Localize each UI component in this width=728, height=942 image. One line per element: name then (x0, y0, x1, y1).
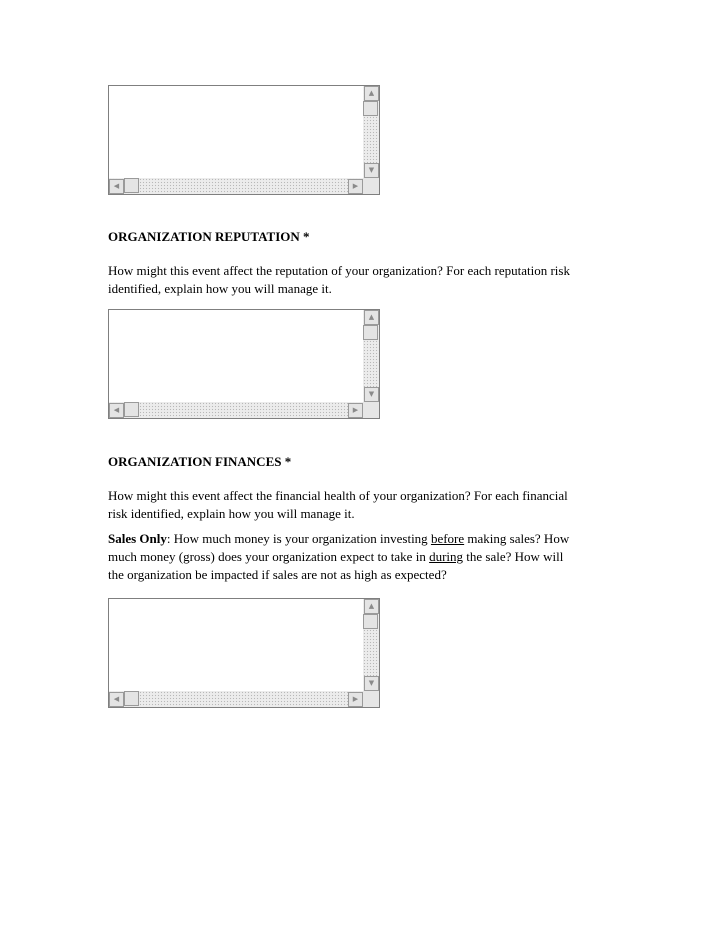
sales-only-note (108, 530, 628, 584)
finances-heading: ORGANIZATION FINANCES * (108, 454, 292, 469)
scroll-down-icon[interactable]: ▼ (364, 387, 379, 402)
horizontal-scroll-thumb[interactable] (124, 691, 139, 706)
vertical-scrollbar[interactable] (363, 86, 379, 178)
text-area-input[interactable] (109, 599, 363, 691)
reputation-question (108, 262, 628, 298)
sales-line-1-underlined: before (430, 531, 465, 546)
sales-line-2-b: the sale? How will (463, 549, 564, 564)
text-area-input[interactable] (109, 310, 363, 402)
reputation-question-line-2: identified, explain how you will manage it. (108, 281, 332, 296)
scrollbar-corner (363, 691, 379, 707)
vertical-scroll-thumb[interactable] (363, 614, 378, 629)
scroll-left-icon[interactable]: ◀ (109, 179, 124, 194)
horizontal-scrollbar[interactable] (109, 178, 363, 194)
sales-line-2-a: much money (gross) does your organization expect to take in (108, 549, 430, 564)
scroll-right-icon[interactable]: ▶ (348, 179, 363, 194)
horizontal-scroll-thumb[interactable] (124, 402, 139, 417)
scrollbar-corner (363, 402, 379, 418)
sales-line-3: the organization be impacted if sales are not as high as expected? (108, 567, 447, 582)
scroll-up-icon[interactable]: ▲ (364, 86, 379, 101)
vertical-scroll-thumb[interactable] (363, 101, 378, 116)
sales-line-2-underlined: during (429, 549, 464, 564)
finances-question (108, 487, 628, 523)
reputation-heading: ORGANIZATION REPUTATION * (108, 229, 310, 244)
horizontal-scrollbar[interactable] (109, 691, 363, 707)
finances-question-line-1: How might this event affect the financial health of your organization? For each financial (108, 488, 568, 503)
answer-textarea-2[interactable] (108, 309, 380, 419)
vertical-scrollbar[interactable] (363, 599, 379, 691)
finances-question-line-2: risk identified, explain how you will manage it. (108, 506, 355, 521)
reputation-question-line-1: How might this event affect the reputation of your organization? For each reputation risk (108, 263, 570, 278)
horizontal-scroll-thumb[interactable] (124, 178, 139, 193)
horizontal-scrollbar[interactable] (109, 402, 363, 418)
scroll-left-icon[interactable]: ◀ (109, 403, 124, 418)
sales-line-1-a: : How much money is your organization investing (166, 531, 431, 546)
sales-only-label: Sales Only (108, 531, 167, 546)
answer-textarea-3[interactable] (108, 598, 380, 708)
sales-line-1-b: making sales? How (464, 531, 570, 546)
vertical-scrollbar[interactable] (363, 310, 379, 402)
scroll-down-icon[interactable]: ▼ (364, 676, 379, 691)
scrollbar-corner (363, 178, 379, 194)
answer-textarea-1[interactable] (108, 85, 380, 195)
scroll-right-icon[interactable]: ▶ (348, 403, 363, 418)
scroll-down-icon[interactable]: ▼ (364, 163, 379, 178)
scroll-up-icon[interactable]: ▲ (364, 599, 379, 614)
scroll-right-icon[interactable]: ▶ (348, 692, 363, 707)
text-area-input[interactable] (109, 86, 363, 178)
scroll-left-icon[interactable]: ◀ (109, 692, 124, 707)
vertical-scroll-thumb[interactable] (363, 325, 378, 340)
scroll-up-icon[interactable]: ▲ (364, 310, 379, 325)
